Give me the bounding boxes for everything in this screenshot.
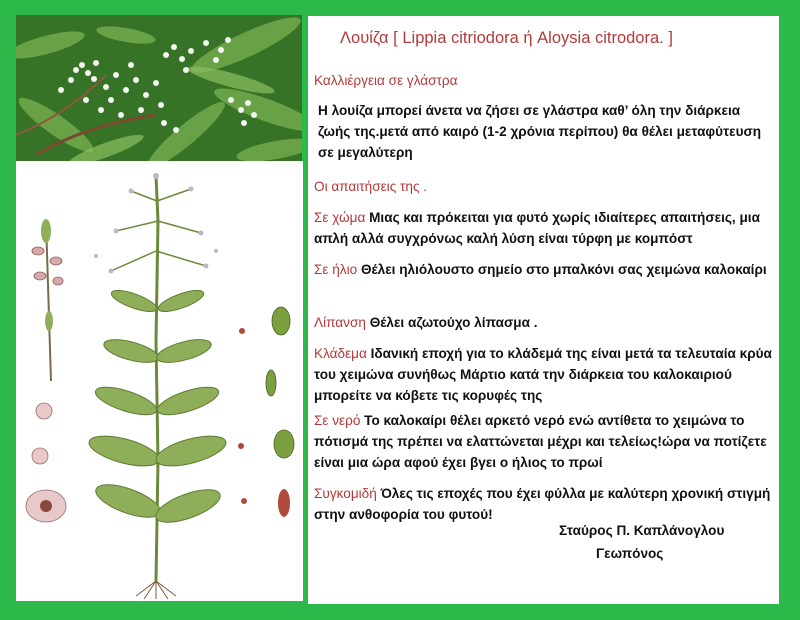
pruning-text: Ιδανική εποχή για το κλάδεμά της είναι μετά τα τελευταία κρύα του χειμώνα συνήθως Μάρτιο κατά την διάρκεια του καλοκαιριού μπορείτε να κόβετε τις κορυφές της (314, 346, 772, 403)
signature-role: Γεωπόνος (596, 546, 664, 561)
water-text: Το καλοκαίρι θέλει αρκετό νερό ενώ αντίθετα το χειμώνα το πότισμά της πρέπει να ελαττώνεται μέχρι και τελείως!ώρα να ποτίζετε είναι μια ώρα αφού έχει βγει ο ήλιος το πρωί (314, 413, 767, 470)
harvest-paragraph (314, 483, 776, 525)
pot-paragraph: Η λουίζα μπορεί άνετα να ζήσει σε γλάστρα καθ’ όλη την διάρκεια ζωής της.μετά από καιρό (1-2 χρόνια περίπου) θα θέλει μεταφύτευση σε μεγαλύτερη (318, 103, 762, 160)
soil-label: Σε χώμα (314, 210, 366, 225)
botanical-illustration (16, 161, 303, 601)
harvest-label: Συγκομιδή (314, 486, 377, 501)
sun-label: Σε ήλιο (314, 262, 358, 277)
signature-name: Σταύρος Π. Καπλάνογλου (559, 523, 725, 538)
fertilizer-label: Λίπανση (314, 315, 366, 330)
page-title: Λουίζα [ Lippia citriodora ή Aloysia citrodora. ] (340, 29, 673, 47)
pruning-label: Κλάδεμα (314, 346, 367, 361)
pot-heading: Καλλιέργεια σε γλάστρα (314, 73, 458, 88)
sun-paragraph (314, 259, 776, 280)
fertilizer-paragraph (314, 312, 776, 333)
plant-photo (16, 15, 302, 161)
sun-text: Θέλει ηλιόλουστο σημείο στο μπαλκόνι σας χειμώνα καλοκαίρι (360, 262, 767, 277)
requirements-heading: Οι απαιτήσεις της . (314, 179, 428, 194)
water-label: Σε νερό (314, 413, 361, 428)
text-panel (308, 16, 779, 604)
soil-text: Μιας και πρόκειται για φυτό χωρίς ιδιαίτερες απαιτήσεις, μια απλή αλλά συγχρόνως καλή λύση είναι τύρφη με κομπόστ (314, 210, 760, 246)
fertilizer-text: Θέλει αζωτούχο λίπασμα . (369, 315, 538, 330)
water-paragraph (314, 410, 776, 473)
soil-paragraph (314, 207, 776, 249)
pruning-paragraph (314, 343, 776, 406)
harvest-text: Όλες τις εποχές που έχει φύλλα με καλύτερη χρονική στιγμή στην ανθοφορία του φυτού! (314, 486, 771, 522)
